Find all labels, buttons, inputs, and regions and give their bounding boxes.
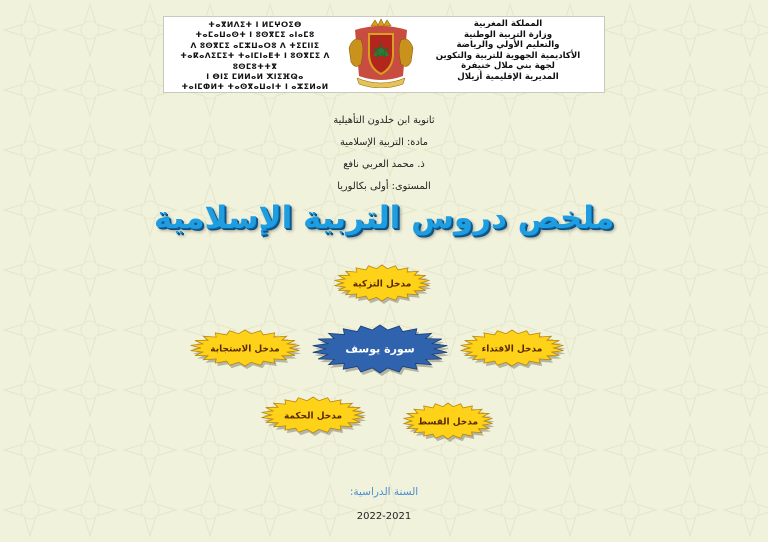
page-title: ملخص دروس التربية الإسلامية — [153, 200, 615, 236]
tifinagh-line: ⴷ ⵓⵙⴳⵎⵉ ⴰⵎⵣⵡⴰⵔⵓ ⴷ ⵜⵉⵎⵏⵏⵉ — [190, 40, 320, 50]
arabic-header-line: المديرية الإقليمية أزيلال — [457, 71, 559, 82]
branch-star-qist — [404, 403, 495, 442]
school-year-value: 2022-2021 — [356, 511, 412, 522]
arabic-header-line: لجهة بني ملال خنيفرة — [461, 61, 555, 72]
branch-star-qist-label: مدخل القسط — [417, 417, 479, 428]
center-star-surat-yusuf — [313, 325, 450, 376]
school-name: ثانوية ابن خلدون التأهيلية — [333, 115, 435, 126]
tifinagh-line: ⵜⴰⵏⵎⵀⵍⵜ ⵜⴰⵙⴳⴰⵡⴰⵏⵜ ⵏ ⴰⵣⵉⵍⴰⵍ — [181, 82, 329, 92]
arabic-header-line: الأكاديمية الجهوية للتربية والتكوين — [435, 50, 581, 61]
tifinagh-line: ⵏ ⴱⵏⵉ ⵎⵍⵍⴰⵍ ⵅⵏⵉⴼⵕⴰ — [206, 72, 304, 82]
branch-star-istijaba-label: مدخل الاستجابة — [210, 344, 280, 355]
tifinagh-line: ⵜⴰⵎⴰⵡⴰⵙⵜ ⵏ ⵓⵙⴳⵎⵉ ⴰⵏⴰⵎⵓ — [195, 30, 315, 40]
branch-star-istijaba — [191, 330, 302, 369]
branch-star-iqtida — [461, 330, 566, 369]
branch-star-iqtida-label: مدخل الاقتداء — [481, 344, 543, 355]
branch-star-tazkiya — [335, 265, 432, 304]
arabic-header-line: المملكة المغربية — [473, 19, 543, 29]
tifinagh-line: ⵜⴰⴽⴰⴷⵉⵎⵉⵜ ⵜⴰⵏⵎⵏⴰⴹⵜ ⵏ ⵓⵙⴳⵎⵉ ⴷ ⵓⵙⵎⵓⵜⵜⴳ — [180, 51, 330, 71]
level-name: المستوى: أولى بكالوريا — [337, 181, 431, 192]
branch-star-hikma-label: مدخل الحكمة — [283, 411, 343, 422]
subject-name: مادة: التربية الإسلامية — [339, 137, 429, 148]
branch-star-hikma — [262, 397, 367, 436]
arabic-header-line: وزارة التربية الوطنية — [463, 29, 553, 40]
teacher-name: ذ. محمد العربي نافع — [343, 159, 425, 170]
center-star-surat-yusuf-label: سورة يوسف — [345, 342, 415, 356]
school-year-label: السنة الدراسية: — [349, 486, 419, 498]
tifinagh-line: ⵜⴰⴳⵍⴷⵉⵜ ⵏ ⵍⵎⵖⵔⵉⴱ — [208, 20, 302, 29]
branch-star-tazkiya-label: مدخل التزكية — [352, 279, 412, 290]
arabic-header-line: والتعليم الأولي والرياضة — [456, 40, 560, 51]
